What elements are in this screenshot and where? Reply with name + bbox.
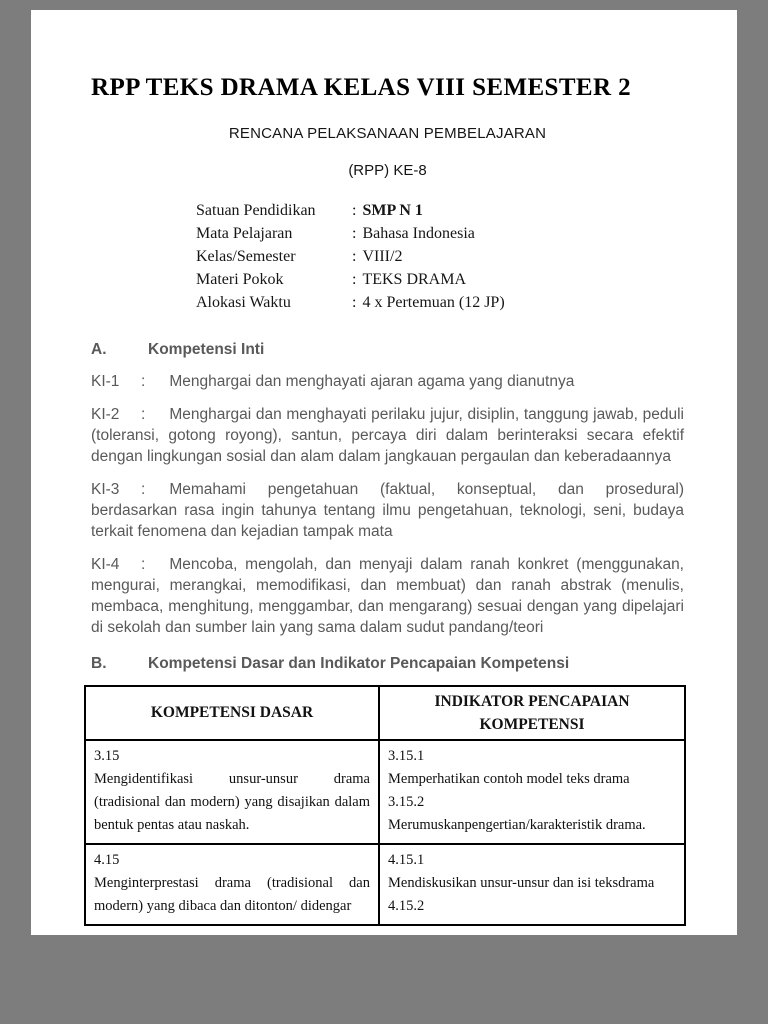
- section-heading-label: Kompetensi Dasar dan Indikator Pencapaian Kompetensi: [148, 654, 570, 672]
- section-heading-a: [91, 340, 684, 359]
- colon-separator: :: [141, 372, 146, 390]
- section-heading-b: [91, 654, 684, 673]
- table-header-label: KOMPETENSI DASAR: [150, 704, 314, 722]
- ki-code: KI-3: [91, 480, 120, 498]
- kd-text: Mengidentifikasi unsur-unsur drama (tradisional dan modern) yang disajikan dalam bentuk pentas atau naskah.: [94, 770, 370, 833]
- table-row: [85, 740, 685, 844]
- document-subtitle: RENCANA PELAKSANAAN PEMBELAJARAN: [228, 124, 547, 142]
- kd-cell: [85, 740, 379, 844]
- kompetensi-table: [84, 685, 686, 926]
- meta-value: TEKS DRAMA: [362, 270, 467, 288]
- table-header-indikator: [379, 686, 685, 740]
- rpp-number: (RPP) KE-8: [348, 161, 427, 179]
- section-letter: B.: [91, 654, 107, 672]
- table-header-row: [85, 686, 685, 740]
- colon-separator: :: [352, 247, 357, 265]
- colon-separator: :: [352, 270, 357, 288]
- kd-cell: [85, 844, 379, 925]
- ki-paragraph: [91, 404, 684, 467]
- meta-label: Satuan Pendidikan: [196, 201, 316, 219]
- indicator-cell: [379, 740, 685, 844]
- meta-value: VIII/2: [362, 247, 403, 265]
- ki-paragraph: [91, 479, 684, 542]
- kd-code: 4.15: [94, 851, 120, 868]
- colon-separator: :: [352, 224, 357, 242]
- table-row: [85, 844, 685, 925]
- table-header-label: INDIKATOR PENCAPAIAN KOMPETENSI: [434, 692, 630, 733]
- indicator-line: 4.15.2: [388, 897, 425, 914]
- indicator-line: Merumuskanpengertian/karakteristik drama.: [388, 816, 646, 833]
- ki-text: Memahami pengetahuan (faktual, konseptual, dan prosedural) berdasarkan rasa ingin tahunya tentang ilmu pengetahuan, teknologi, seni, budaya terkait fenomena dan kejadian tampak mata: [91, 480, 684, 540]
- meta-label: Mata Pelajaran: [196, 224, 293, 242]
- ki-code: KI-1: [91, 372, 120, 390]
- section-letter: A.: [91, 340, 107, 358]
- meta-value: 4 x Pertemuan (12 JP): [362, 293, 505, 311]
- colon-separator: :: [141, 555, 146, 573]
- meta-label: Alokasi Waktu: [196, 293, 291, 311]
- meta-row: [196, 291, 684, 314]
- meta-row: [196, 199, 684, 222]
- colon-separator: :: [141, 480, 146, 498]
- kd-text: Menginterprestasi drama (tradisional dan modern) yang dibaca dan ditonton/ didengar: [94, 874, 370, 914]
- meta-value: SMP N 1: [362, 201, 423, 219]
- meta-label: Materi Pokok: [196, 270, 284, 288]
- ki-text: Menghargai dan menghayati perilaku jujur, disiplin, tanggung jawab, peduli (toleransi, gotong royong), santun, percaya diri dalam berinteraksi secara efektif dengan lingkungan sosial dan alam dalam jangkauan pergaulan dan keberadaannya: [91, 405, 684, 465]
- page-title: RPP TEKS DRAMA KELAS VIII SEMESTER 2: [91, 74, 631, 101]
- colon-separator: :: [352, 293, 357, 311]
- ki-paragraph: [91, 371, 684, 392]
- ki-paragraph: [91, 554, 684, 638]
- ki-text: Menghargai dan menghayati ajaran agama yang dianutnya: [169, 372, 575, 390]
- ki-code: KI-4: [91, 555, 120, 573]
- kd-code: 3.15: [94, 747, 120, 764]
- indicator-line: 3.15.2: [388, 793, 425, 810]
- meta-row: [196, 268, 684, 291]
- meta-row: [196, 222, 684, 245]
- colon-separator: :: [352, 201, 357, 219]
- indicator-line: 4.15.1: [388, 851, 425, 868]
- indicator-line: Mendiskusikan unsur-unsur dan isi teksdrama: [388, 874, 655, 891]
- ki-code: KI-2: [91, 405, 120, 423]
- meta-label: Kelas/Semester: [196, 247, 296, 265]
- section-heading-label: Kompetensi Inti: [148, 340, 265, 358]
- meta-row: [196, 245, 684, 268]
- ki-text: Mencoba, mengolah, dan menyaji dalam ranah konkret (menggunakan, mengurai, merangkai, memodifikasi, dan membuat) dan ranah abstrak (menulis, membaca, menghitung, menggambar, dan mengarang) sesuai dengan yang dipelajari di sekolah dan sumber lain yang sama dalam sudut pandang/teori: [91, 555, 684, 636]
- indicator-cell: [379, 844, 685, 925]
- table-header-kompetensi-dasar: [85, 686, 379, 740]
- colon-separator: :: [141, 405, 146, 423]
- document-page: [31, 10, 737, 935]
- meta-value: Bahasa Indonesia: [362, 224, 475, 242]
- indicator-line: 3.15.1: [388, 747, 425, 764]
- meta-block: [196, 199, 684, 314]
- indicator-line: Memperhatikan contoh model teks drama: [388, 770, 630, 787]
